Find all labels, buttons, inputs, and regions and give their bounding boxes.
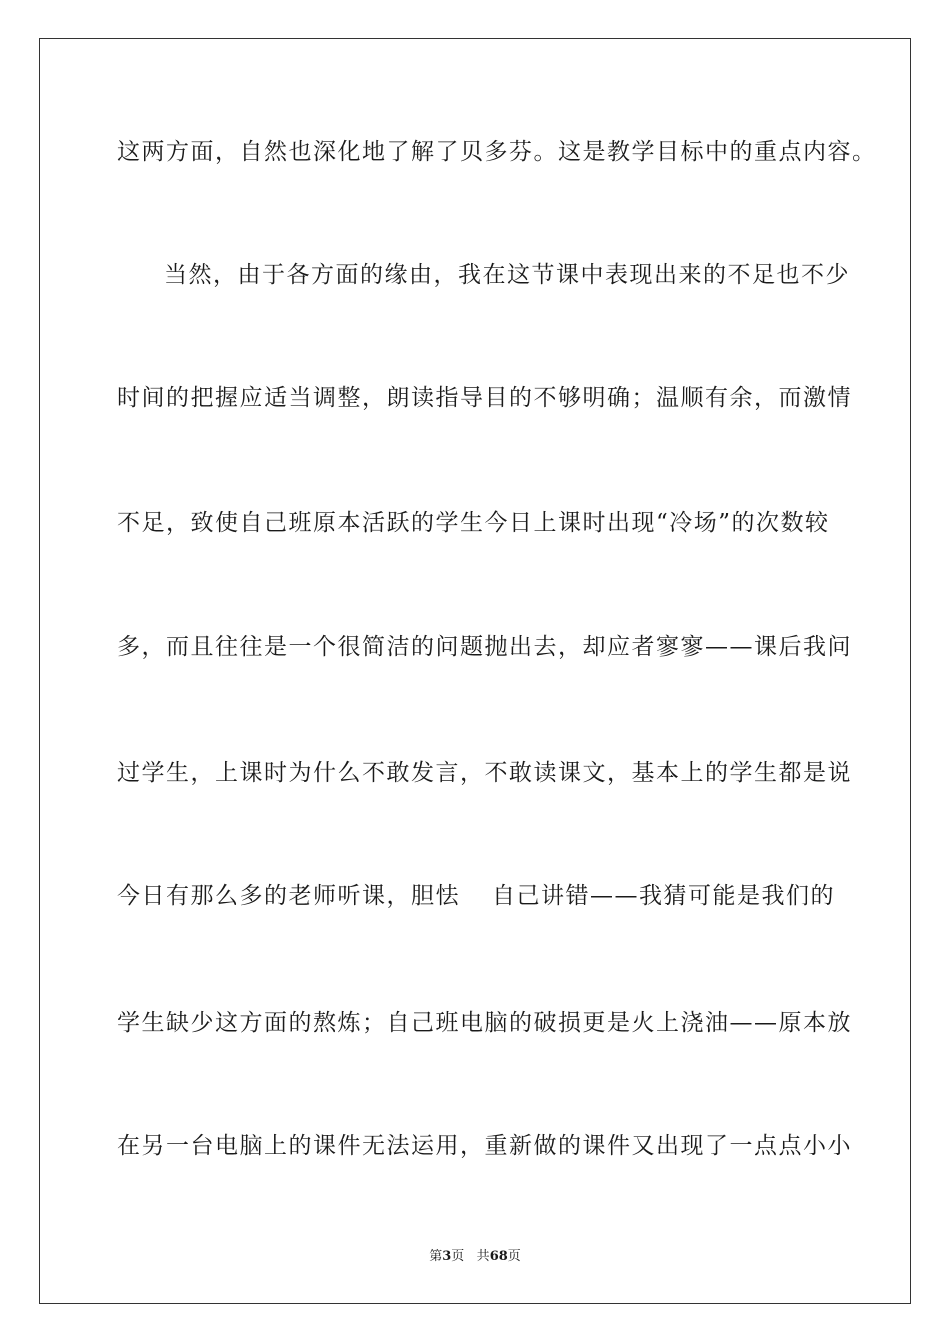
page-total-number: 68: [489, 1249, 508, 1264]
page-footer: [0, 1248, 950, 1266]
text-line-7: [117, 881, 837, 911]
text-line-1: 这两方面，自然也深化地了解了贝多芬。这是教学目标中的重点内容。: [117, 139, 877, 165]
page-border: [39, 38, 911, 1304]
text-line-6: 过学生，上课时为什么不敢发言，不敢读课文，基本上的学生都是说: [117, 760, 852, 786]
page-suffix: 页: [451, 1249, 465, 1264]
page-current-number: 3: [442, 1249, 452, 1264]
total-prefix: 共: [476, 1249, 490, 1264]
text-line-8: 学生缺少这方面的熬炼；自己班电脑的破损更是火上浇油——原本放: [117, 1010, 852, 1036]
text-line-5: 多，而且往往是一个很简洁的问题抛出去，却应者寥寥——课后我问: [117, 634, 852, 660]
text-line-7-part-1: 今日有那么多的老师听课，胆怯: [117, 883, 460, 909]
text-line-2: 当然，由于各方面的缘由，我在这节课中表现出来的不足也不少: [164, 262, 850, 288]
total-suffix: 页: [507, 1249, 521, 1264]
text-line-7-part-2: 自己讲错——我猜可能是我们的: [492, 883, 835, 909]
text-line-9: 在另一台电脑上的课件无法运用，重新做的课件又出现了一点点小小: [117, 1133, 852, 1159]
text-line-3: 时间的把握应适当调整，朗读指导目的不够明确；温顺有余，而激情: [117, 385, 852, 411]
page-prefix: 第: [429, 1249, 443, 1264]
text-line-4: 不足，致使自己班原本活跃的学生今日上课时出现“冷场”的次数较: [117, 510, 830, 536]
